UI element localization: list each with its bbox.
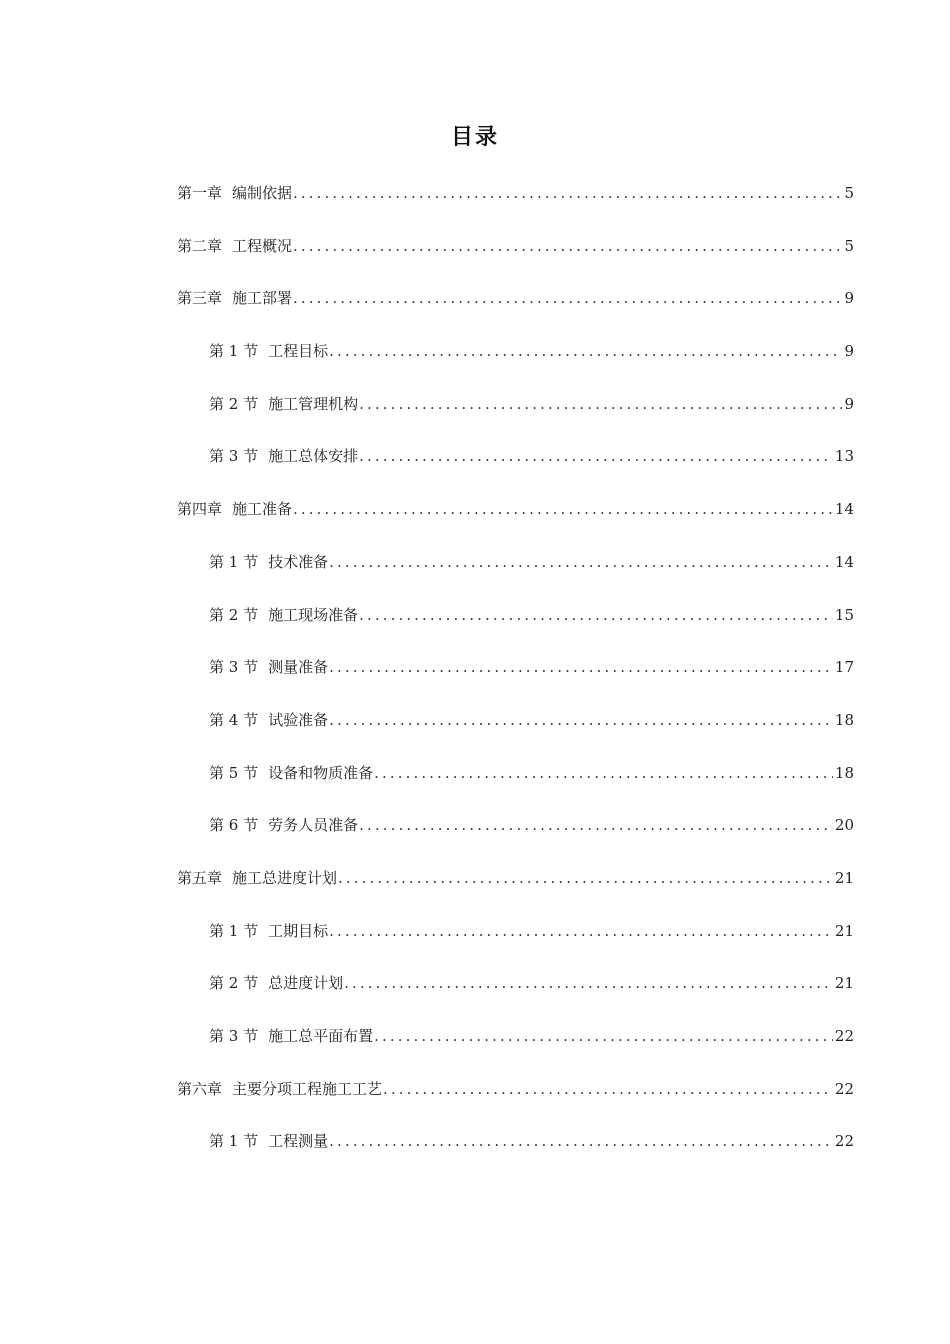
toc-entry-number: 第二章 bbox=[177, 236, 223, 255]
toc-entry-page: 21 bbox=[834, 868, 854, 887]
toc-entry-label bbox=[177, 864, 337, 892]
toc-entry-label bbox=[209, 337, 328, 365]
toc-entry-number: 第 3 节 bbox=[209, 447, 259, 466]
dot-leader bbox=[329, 337, 842, 365]
dot-leader bbox=[329, 917, 833, 945]
toc-entry-text: 施工管理机构 bbox=[268, 394, 359, 413]
toc-entry-chapter-6[interactable] bbox=[177, 1075, 854, 1128]
toc-entry-page: 14 bbox=[834, 500, 854, 519]
toc-entry-section[interactable] bbox=[177, 969, 854, 1022]
toc-entry-number: 第 2 节 bbox=[209, 974, 259, 993]
toc-entry-page: 22 bbox=[834, 1132, 854, 1151]
toc-entry-text: 施工总平面布置 bbox=[268, 1027, 374, 1045]
toc-entry-page: 15 bbox=[834, 605, 854, 624]
toc-entry-page: 9 bbox=[844, 394, 854, 413]
toc-entry-number: 第 2 节 bbox=[209, 394, 259, 413]
toc-entry-number: 第 2 节 bbox=[209, 605, 259, 624]
toc-entry-page: 13 bbox=[834, 447, 854, 466]
dot-leader bbox=[338, 864, 833, 892]
toc-entry-number: 第 1 节 bbox=[209, 1132, 259, 1151]
toc-entry-text: 工程概况 bbox=[232, 236, 293, 255]
toc-entry-label bbox=[177, 495, 292, 523]
toc-entry-section[interactable] bbox=[177, 442, 854, 495]
toc-entry-text: 编制依据 bbox=[232, 184, 293, 202]
toc-entry-number: 第 6 节 bbox=[209, 816, 259, 835]
toc-entry-chapter-1[interactable] bbox=[177, 179, 854, 232]
toc-entry-text: 试验准备 bbox=[268, 710, 329, 729]
toc-entry-number: 第一章 bbox=[177, 184, 223, 202]
toc-entry-label bbox=[209, 548, 328, 576]
dot-leader bbox=[293, 284, 842, 312]
toc-entry-section[interactable] bbox=[177, 1127, 854, 1180]
toc-entry-text: 工程测量 bbox=[268, 1132, 329, 1151]
toc-entry-section[interactable] bbox=[177, 1022, 854, 1075]
toc-title: 目录 bbox=[450, 124, 499, 150]
toc-entry-label bbox=[209, 706, 328, 734]
toc-entry-text: 施工准备 bbox=[232, 500, 293, 519]
toc-entry-chapter-2[interactable] bbox=[177, 232, 854, 285]
toc-entry-section[interactable] bbox=[177, 548, 854, 601]
dot-leader bbox=[329, 548, 833, 576]
toc-entry-chapter-5[interactable] bbox=[177, 864, 854, 917]
toc-entry-text: 工期目标 bbox=[268, 921, 329, 940]
toc-entry-label bbox=[209, 969, 343, 997]
dot-leader bbox=[329, 653, 833, 681]
dot-leader bbox=[344, 969, 833, 997]
dot-leader bbox=[359, 390, 842, 418]
dot-leader bbox=[359, 811, 833, 839]
toc-entry-number: 第六章 bbox=[177, 1079, 223, 1098]
toc-entry-section[interactable] bbox=[177, 759, 854, 812]
dot-leader bbox=[329, 1127, 833, 1155]
toc-entry-page: 9 bbox=[844, 289, 854, 308]
toc-entry-section[interactable] bbox=[177, 811, 854, 864]
toc-entry-page: 14 bbox=[834, 552, 854, 571]
toc-entry-number: 第 1 节 bbox=[209, 552, 259, 571]
toc-entry-page: 18 bbox=[834, 710, 854, 729]
toc-entry-number: 第三章 bbox=[177, 289, 223, 308]
toc-entry-label bbox=[177, 179, 292, 207]
toc-entry-section[interactable] bbox=[177, 706, 854, 759]
toc-entry-section[interactable] bbox=[177, 390, 854, 443]
toc-entry-text: 施工总体安排 bbox=[268, 447, 359, 466]
toc-entry-text: 施工总进度计划 bbox=[232, 868, 338, 887]
toc-entry-page: 21 bbox=[834, 974, 854, 993]
dot-leader bbox=[359, 442, 833, 470]
toc-entry-page: 9 bbox=[844, 342, 854, 361]
toc-entry-label bbox=[209, 917, 328, 945]
dot-leader bbox=[293, 495, 833, 523]
toc-entry-label bbox=[209, 442, 358, 470]
toc-entry-text: 设备和物质准备 bbox=[268, 763, 374, 782]
toc-entry-text: 总进度计划 bbox=[268, 974, 344, 993]
dot-leader bbox=[329, 706, 833, 734]
toc-entry-number: 第四章 bbox=[177, 500, 223, 519]
toc-list bbox=[177, 179, 854, 1180]
toc-entry-page: 22 bbox=[834, 1027, 854, 1045]
toc-entry-number: 第 3 节 bbox=[209, 1027, 259, 1045]
toc-entry-number: 第 4 节 bbox=[209, 710, 259, 729]
toc-entry-label bbox=[209, 1127, 328, 1155]
toc-entry-label bbox=[209, 759, 373, 787]
dot-leader bbox=[374, 1022, 833, 1050]
dot-leader bbox=[374, 759, 833, 787]
toc-entry-text: 技术准备 bbox=[268, 552, 329, 571]
toc-entry-text: 劳务人员准备 bbox=[268, 816, 359, 835]
toc-entry-number: 第 1 节 bbox=[209, 921, 259, 940]
toc-entry-page: 22 bbox=[834, 1079, 854, 1098]
toc-entry-page: 18 bbox=[834, 763, 854, 782]
toc-entry-chapter-4[interactable] bbox=[177, 495, 854, 548]
toc-entry-page: 5 bbox=[844, 236, 854, 255]
toc-entry-label bbox=[209, 811, 358, 839]
toc-entry-text: 施工部署 bbox=[232, 289, 293, 308]
toc-entry-label bbox=[177, 1075, 382, 1103]
toc-entry-chapter-3[interactable] bbox=[177, 284, 854, 337]
toc-entry-number: 第五章 bbox=[177, 868, 223, 887]
toc-entry-label bbox=[177, 284, 292, 312]
toc-entry-page: 17 bbox=[834, 658, 854, 677]
dot-leader bbox=[293, 232, 842, 260]
toc-entry-section[interactable] bbox=[177, 653, 854, 706]
toc-entry-text: 测量准备 bbox=[268, 658, 329, 677]
toc-entry-number: 第 3 节 bbox=[209, 658, 259, 677]
toc-entry-text: 工程目标 bbox=[268, 342, 329, 361]
toc-entry-section[interactable] bbox=[177, 337, 854, 390]
toc-entry-section[interactable] bbox=[177, 601, 854, 654]
toc-entry-text: 主要分项工程施工工艺 bbox=[232, 1079, 383, 1098]
dot-leader bbox=[293, 179, 842, 207]
toc-entry-label bbox=[209, 601, 358, 629]
toc-entry-label bbox=[209, 1022, 373, 1050]
toc-entry-section[interactable] bbox=[177, 917, 854, 970]
toc-entry-page: 5 bbox=[844, 184, 854, 202]
toc-entry-label bbox=[209, 390, 358, 418]
toc-entry-label bbox=[209, 653, 328, 681]
toc-entry-page: 21 bbox=[834, 921, 854, 940]
dot-leader bbox=[359, 601, 833, 629]
toc-entry-label bbox=[177, 232, 292, 260]
toc-entry-text: 施工现场准备 bbox=[268, 605, 359, 624]
toc-entry-page: 20 bbox=[834, 816, 854, 835]
toc-entry-number: 第 5 节 bbox=[209, 763, 259, 782]
toc-entry-number: 第 1 节 bbox=[209, 342, 259, 361]
dot-leader bbox=[383, 1075, 833, 1103]
